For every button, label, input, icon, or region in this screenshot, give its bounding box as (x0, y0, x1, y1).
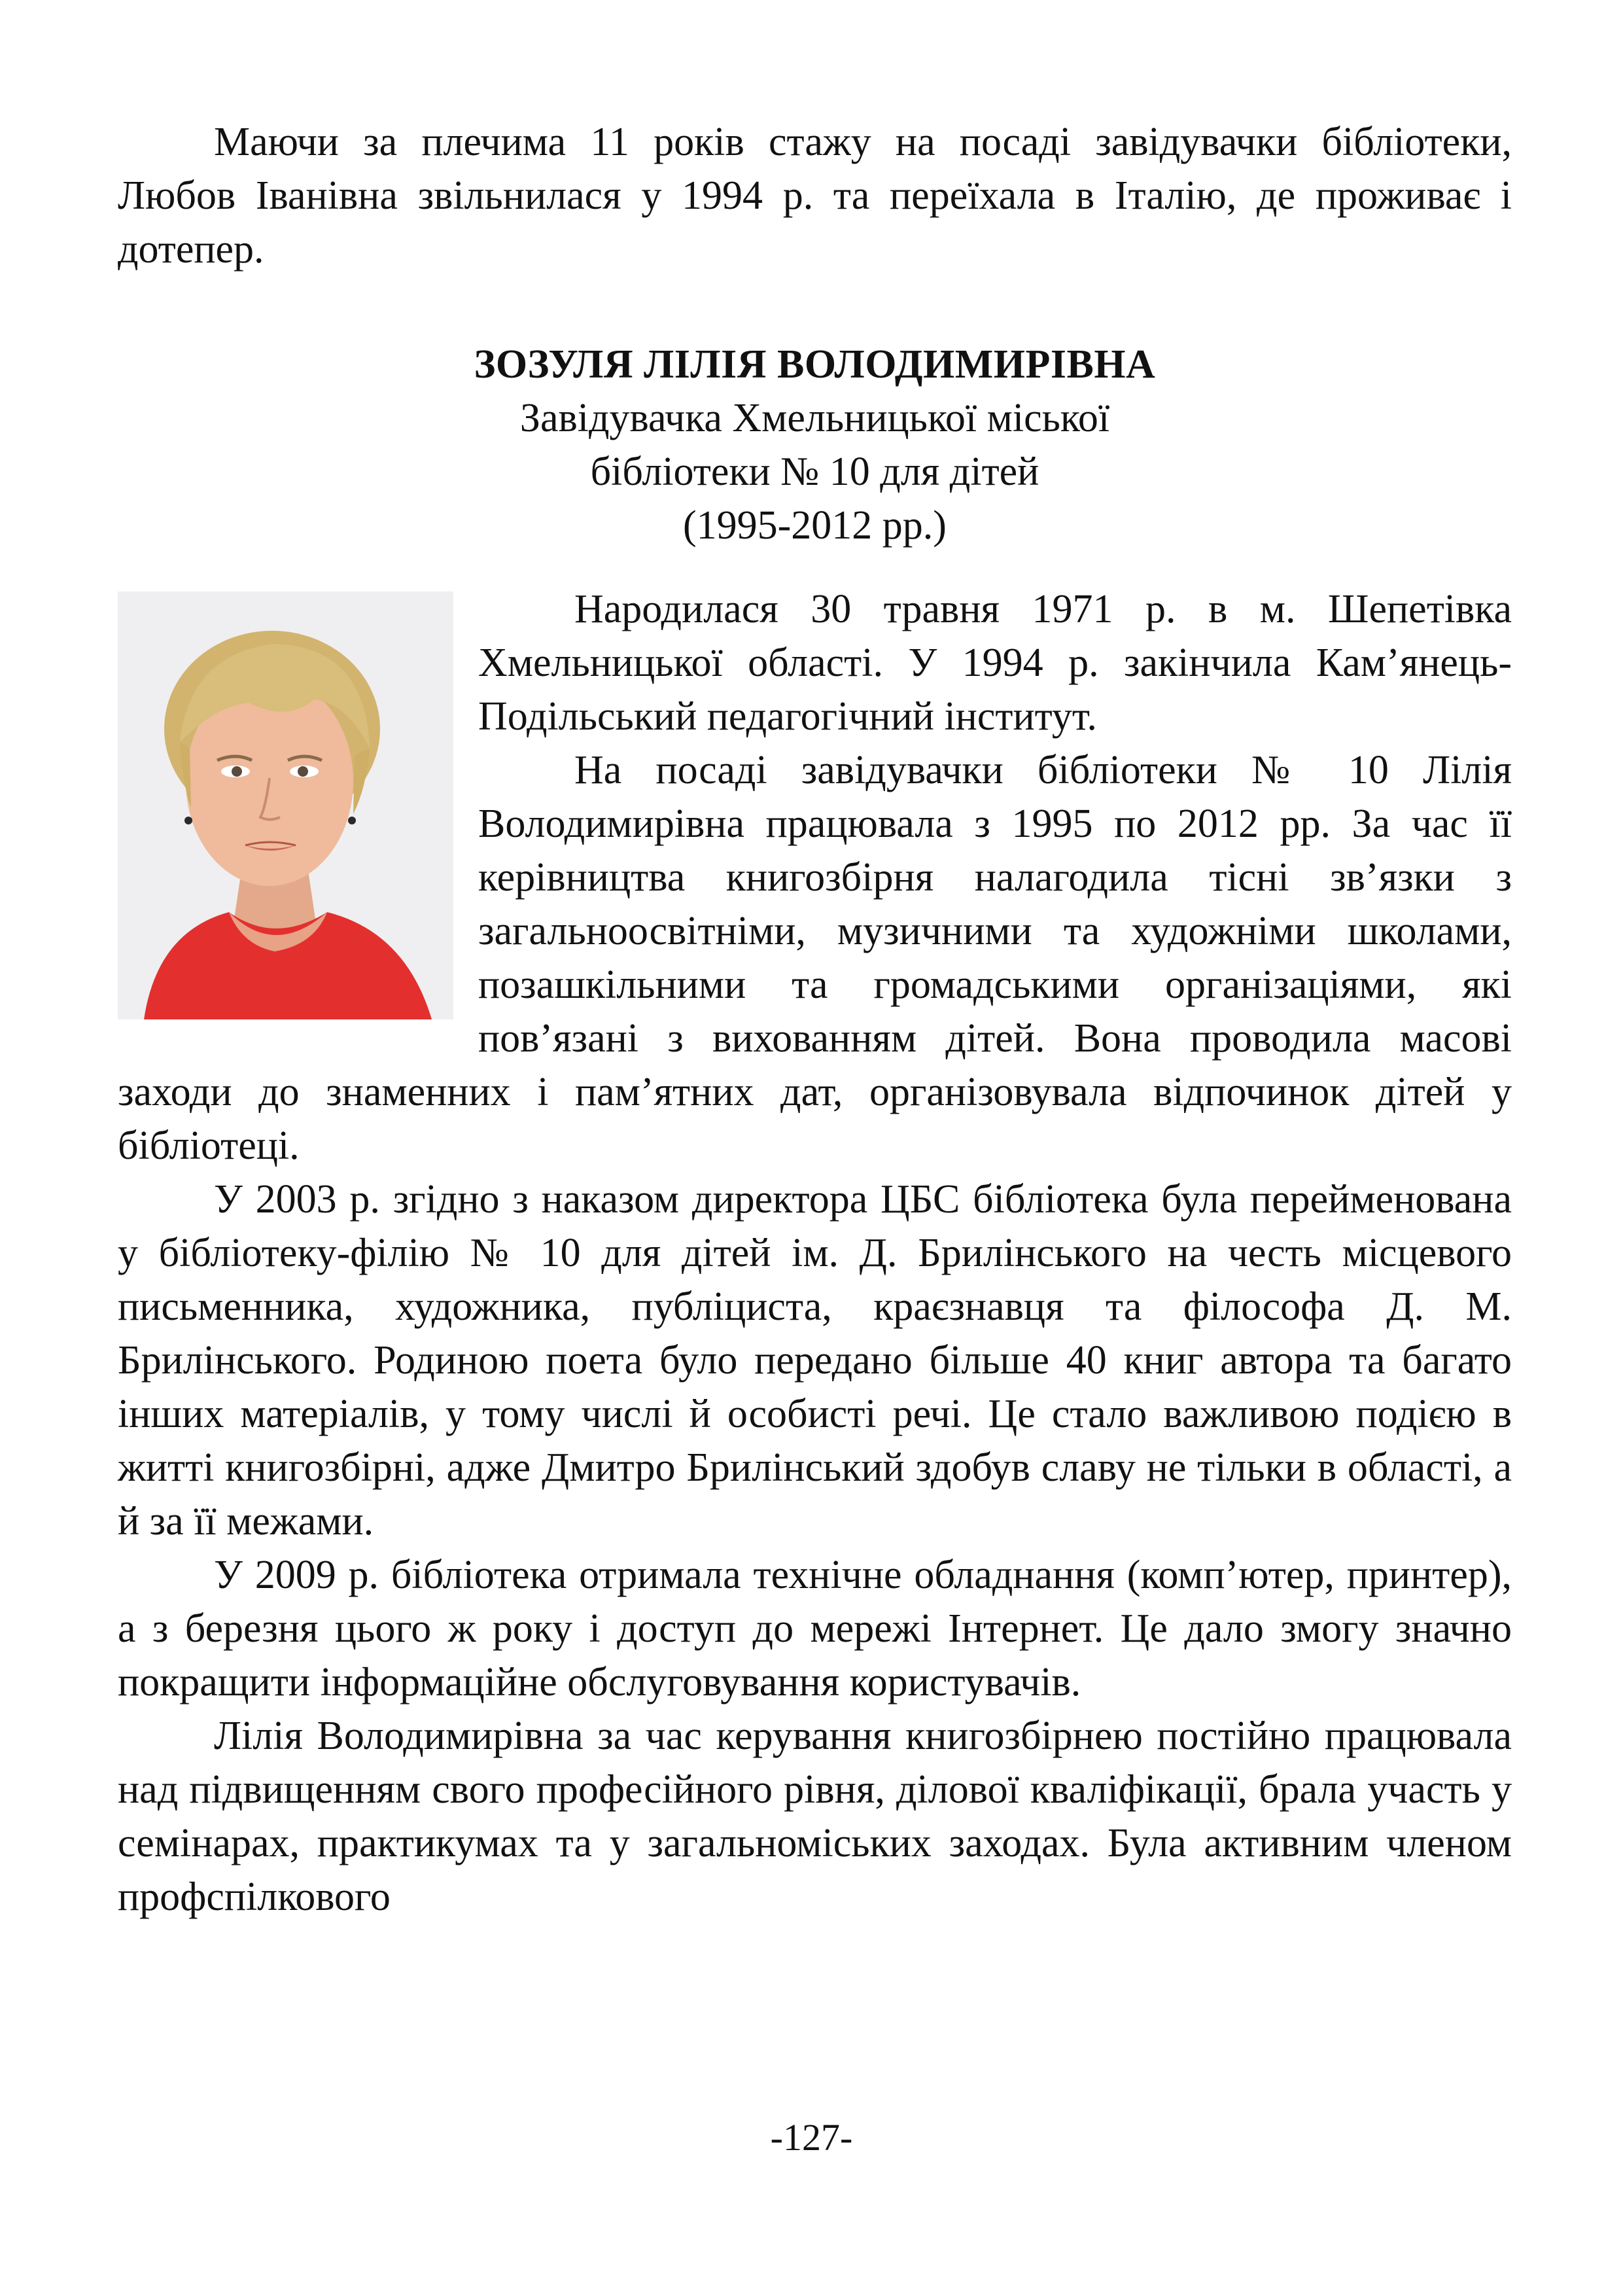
page-number: -127- (770, 2116, 853, 2159)
bio-paragraph-birth: Народилася 30 травня 1971 р. в м. Шепетівка Хмельницької області. У 1994 р. закінчила Кам’янець-Подільський педагогічний інститут. (478, 587, 1512, 739)
portrait-illustration (118, 592, 453, 1019)
position-years: (1995-2012 рр.) (683, 503, 947, 548)
biography-heading (118, 338, 1512, 552)
bio-paragraph-career: На посаді завідувачки бібліотеки № 10 Лілія Володимирівна працювала з 1995 по 2012 рр. За час її керівництва книгозбірня налагодила тісні зв’язки з загальноосвітніми, музичними та художніми школами, позашкільними та громадськими організаціями, які пов’язані з вихованням дітей. Вона проводила масові заходи до знаменних і пам’ятних дат, організовувала відпочинок дітей у бібліотеці. (118, 748, 1512, 1168)
page-body (118, 115, 1512, 1924)
person-name: ЗОЗУЛЯ ЛІЛІЯ ВОЛОДИМИРІВНА (474, 342, 1156, 387)
position-line-1: Завідувачка Хмельницької міської (519, 396, 1110, 440)
biography-text (118, 582, 1512, 1924)
bio-paragraph-equipment: У 2009 р. бібліотека отримала технічне обладнання (комп’ютер, принтер), а з березня цього ж року і доступ до мережі Інтернет. Це дало змогу значно покращити інформаційне обслуговування користувачів. (118, 1553, 1512, 1704)
intro-paragraph: Маючи за плечима 11 років стажу на посаді завідувачки бібліотеки, Любов Іванівна звільнилася у 1994 р. та переїхала в Італію, де проживає і дотепер. (118, 120, 1512, 272)
portrait-photo (118, 592, 453, 1019)
position-line-2: бібліотеки № 10 для дітей (590, 450, 1039, 494)
bio-paragraph-renaming: У 2003 р. згідно з наказом директора ЦБС бібліотека була перейменована у бібліотеку-філію № 10 для дітей ім. Д. Брилінського на честь місцевого письменника, художника, публіциста, краєзнавця та філософа Д. М. Брилінського. Родиною поета було передано більше 40 книг автора та багато інших матеріалів, у тому числі й особисті речі. Це стало важливою подією в житті книгозбірні, адже Дмитро Брилінський здобув славу не тільки в області, а й за її межами. (118, 1177, 1512, 1544)
bio-paragraph-development: Лілія Володимирівна за час керування книгозбірнею постійно працювала над підвищенням свого професійного рівня, ділової кваліфікації, брала участь у семінарах, практикумах та у загальноміських заходах. Була активним членом профспілкового (118, 1714, 1512, 1919)
